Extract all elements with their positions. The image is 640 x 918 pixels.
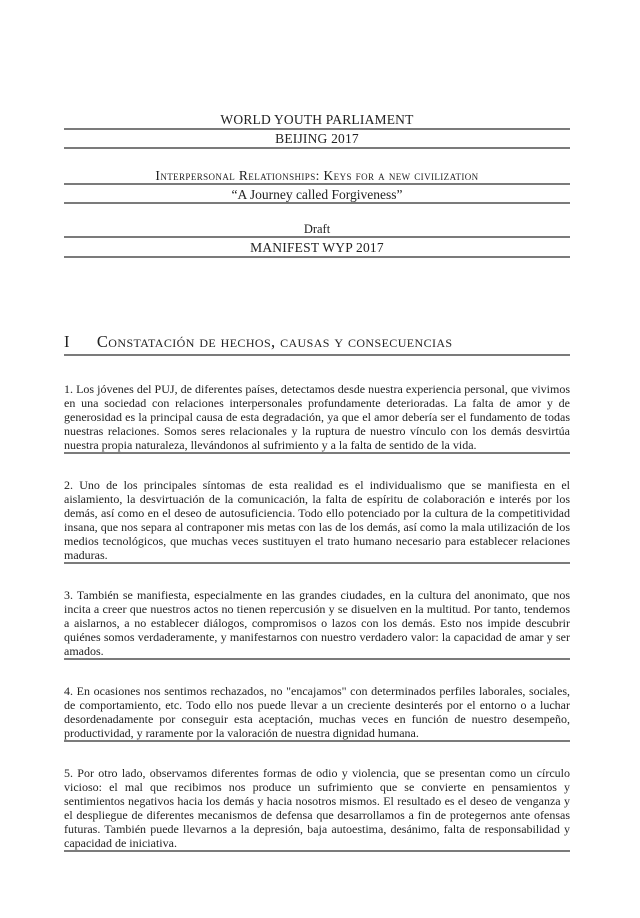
- paragraph-text: Por otro lado, observamos diferentes formas de odio y violencia, que se presentan como un círculo vicioso: el mal que recibimos nos produce un sufrimiento que se convierte en pensamientos y sentimientos negativos hacia los demás y hacia nosotros mismos. El resultado es el deseo de venganza y el despliegue de diferentes mecanismos de defensa que desarrollamos a fin de protegernos ante ofensas futuras. También puede llevarnos a la depresión, baja autoestima, desánimo, falta de responsabilidad y capacidad de iniciativa.: [64, 766, 571, 850]
- document-header: [64, 0, 570, 258]
- paragraph-text: Uno de los principales síntomas de esta realidad es el individualismo que se manifiesta en el aislamiento, la desvirtuación de la comunicación, la falta de espíritu de colaboración e interés por los demás, así como en el deseo de autosuficiencia. Todo ello potenciado por la cultura de la competitividad insana, que nos separa al contraponer mis metas con las de los demás, así como la mala utilización de los medios tecnológicos, que muchas veces sustituyen el trato humano necesario para establecer relaciones maduras.: [64, 478, 570, 562]
- document-body: [64, 382, 570, 852]
- paragraph-text: Los jóvenes del PUJ, de diferentes países, detectamos desde nuestra experiencia personal, que vivimos en una sociedad con relaciones interpersonales profundamente deterioradas. La falta de amor y de generosidad es la principal causa de esta degradación, ya que el amor debería ser el fundamento de todas nuestras relaciones. Somos seres relacionales y la ruptura de nuestro vínculo con los demás desvirtúa nuestra propia naturaleza, llevándonos al sufrimiento y a la falta de sentido de la vida.: [64, 382, 571, 452]
- section-heading: [64, 333, 570, 356]
- header-event-title: BEIJING 2017: [64, 132, 570, 149]
- document-content: [64, 0, 570, 876]
- header-theme-line: Interpersonal Relationships: Keys for a new civilization: [64, 169, 570, 185]
- paragraph-number: 5.: [64, 766, 73, 780]
- paragraph-1: [64, 382, 570, 454]
- paragraph-number: 2.: [64, 478, 73, 492]
- paragraph-number: 3.: [64, 588, 73, 602]
- paragraph-text: En ocasiones nos sentimos rechazados, no "encajamos" con determinados perfiles laborales, sociales, de comportamiento, etc. Todo ello nos puede llevar a un creciente desinterés por el entorno o a luchar desordenadamente por conseguir esta aceptación, muchas veces en función de nuestro desempeño, productividad, y raramente por la valoración de nuestra dignidad humana.: [64, 684, 570, 740]
- paragraph-number: 1.: [64, 382, 73, 396]
- header-draft-label: Draft: [64, 223, 570, 238]
- header-manifest-title: MANIFEST WYP 2017: [64, 241, 570, 258]
- paragraph-text: También se manifiesta, especialmente en las grandes ciudades, en la cultura del anonimato, que nos incita a creer que nuestros actos no tienen repercusión y se disuelven en la multitud. Por tanto, tendemos a aislarnos, a no establecer diálogos, compromisos o lazos con los demás. Esto nos impide descubrir quiénes somos verdaderamente, y manifestarnos con nuestro verdadero valor: la capacidad de amar y ser amados.: [64, 588, 570, 658]
- section-numeral: I: [64, 332, 70, 351]
- paragraph-5: [64, 766, 570, 852]
- header-subtitle-line: “A Journey called Forgiveness”: [64, 187, 570, 204]
- paragraph-4: [64, 684, 570, 742]
- paragraph-number: 4.: [64, 684, 73, 698]
- header-org-title: WORLD YOUTH PARLIAMENT: [64, 112, 570, 130]
- section-title: Constatación de hechos, causas y consecuencias: [96, 332, 453, 351]
- paragraph-2: [64, 478, 570, 564]
- paragraph-3: [64, 588, 570, 660]
